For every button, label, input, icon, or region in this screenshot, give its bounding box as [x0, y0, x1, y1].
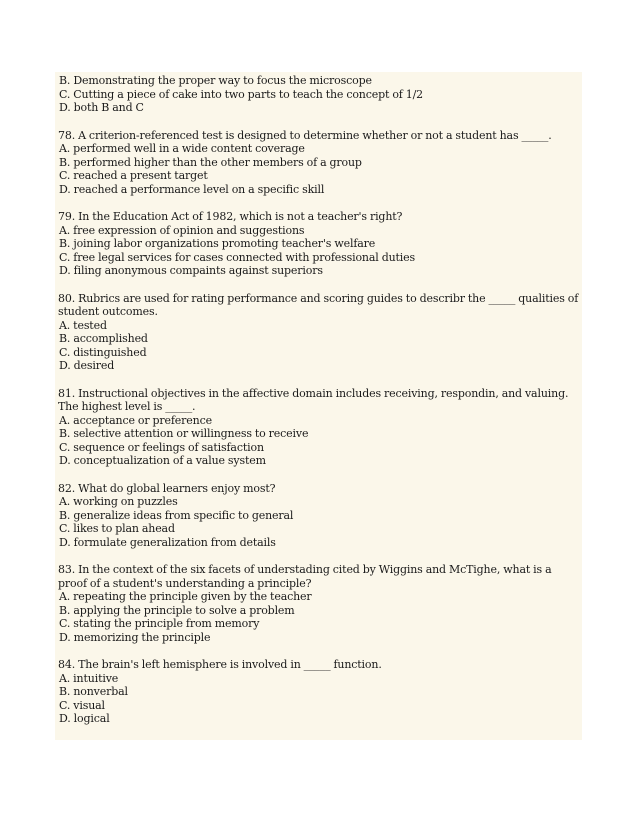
- question-text: 78. A criterion-referenced test is designed to determine whether or not a student has _____.: [58, 128, 552, 142]
- option: C. reached a present target: [59, 169, 208, 182]
- option: A. performed well in a wide content coverage: [59, 142, 305, 155]
- question-fragment: [58, 74, 580, 115]
- question-text: 80. Rubrics are used for rating performance and scoring guides to describr the _____ qualities of student outcomes.: [58, 291, 579, 318]
- option: B. selective attention or willingness to receive: [59, 427, 309, 440]
- option: B. Demonstrating the proper way to focus the microscope: [59, 74, 372, 87]
- option: C. sequence or feelings of satisfaction: [59, 440, 264, 454]
- option: A. repeating the principle given by the teacher: [59, 590, 312, 603]
- question-text: 82. What do global learners enjoy most?: [58, 481, 276, 495]
- option: D. filing anonymous compaints against superiors: [59, 264, 323, 277]
- question-text: 83. In the context of the six facets of understading cited by Wiggins and McTighe, what is a proof of a student's understanding a principle?: [58, 563, 552, 590]
- option: B. applying the principle to solve a problem: [59, 603, 295, 617]
- question-82: [58, 482, 580, 550]
- option: A. working on puzzles: [59, 495, 178, 508]
- option: D. reached a performance level on a specific skill: [59, 182, 325, 196]
- question-78: [58, 129, 580, 197]
- question-text: 81. Instructional objectives in the affective domain includes receiving, respondin, and valuing. The highest level is _____.: [58, 386, 569, 413]
- option: D. memorizing the principle: [59, 630, 211, 644]
- option: D. conceptualization of a value system: [59, 454, 266, 467]
- option: A. tested: [59, 318, 107, 332]
- option: B. nonverbal: [59, 685, 128, 698]
- option: A. free expression of opinion and suggestions: [59, 223, 305, 237]
- option: C. distinguished: [59, 345, 147, 359]
- question-81: [58, 387, 580, 468]
- option: C. visual: [59, 698, 105, 712]
- quiz-page: [55, 72, 582, 740]
- question-80: [58, 292, 580, 373]
- option: C. likes to plan ahead: [59, 522, 175, 535]
- option: B. accomplished: [59, 332, 148, 345]
- question-83: [58, 563, 580, 644]
- option: C. Cutting a piece of cake into two parts to teach the concept of 1/2: [59, 87, 424, 101]
- option: D. both B and C: [59, 101, 144, 114]
- question-79: [58, 210, 580, 278]
- option: A. acceptance or preference: [59, 413, 212, 427]
- option: A. intuitive: [59, 671, 119, 685]
- option: C. stating the principle from memory: [59, 617, 260, 630]
- option: D. formulate generalization from details: [59, 535, 276, 549]
- option: C. free legal services for cases connected with professional duties: [59, 250, 416, 264]
- option: B. generalize ideas from specific to general: [59, 508, 294, 522]
- question-84: [58, 658, 580, 726]
- option: B. joining labor organizations promoting teacher's welfare: [59, 237, 376, 250]
- option: B. performed higher than the other members of a group: [59, 155, 362, 169]
- question-text: 79. In the Education Act of 1982, which is not a teacher's right?: [58, 210, 403, 223]
- option: D. logical: [59, 712, 110, 725]
- question-text: 84. The brain's left hemisphere is involved in _____ function.: [58, 658, 382, 671]
- option: D. desired: [59, 359, 115, 372]
